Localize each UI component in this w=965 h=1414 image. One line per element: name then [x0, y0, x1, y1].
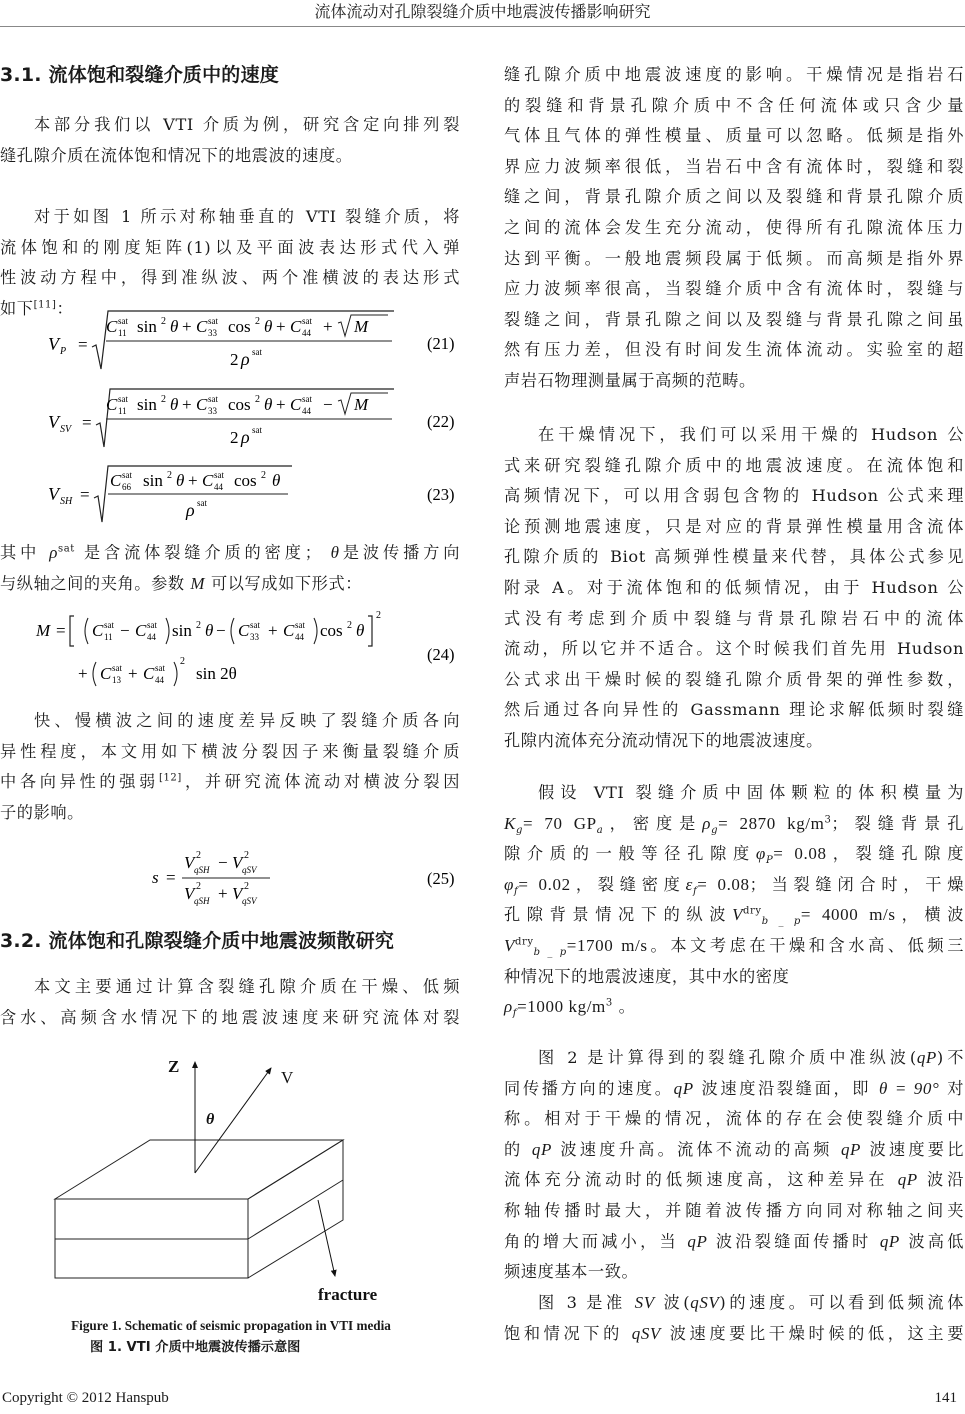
text-line: 然后通过各向异性的 Gassmann 理论求解低频时裂缝 [504, 700, 964, 720]
text-line: 性波动方程中，得到准纵波、两个准横波的表达形式 [0, 268, 460, 288]
svg-text:+: + [182, 317, 192, 336]
svg-text:V: V [232, 884, 243, 903]
svg-text:θ: θ [356, 621, 365, 640]
svg-text:C: C [110, 471, 122, 490]
svg-text:ρ: ρ [186, 500, 195, 520]
text-line: 种情况下的地震波速度，其中水的密度 [504, 966, 790, 986]
svg-text:C: C [143, 664, 155, 683]
text-line: 与纵轴之间的夹角。参数 M 可以写成如下形式： [0, 573, 363, 593]
svg-text:2: 2 [196, 881, 201, 892]
svg-text:C: C [135, 621, 147, 640]
svg-text:+: + [182, 395, 192, 414]
equation-number: (23) [427, 485, 455, 504]
svg-text:sat: sat [118, 394, 128, 404]
svg-text:=: = [166, 868, 176, 887]
svg-text:44: 44 [302, 328, 311, 338]
text-line: 的 qP 波速度升高。流体不流动的高频 qP 波速度要比 [504, 1139, 965, 1159]
paragraph-qsv-velocity [504, 1288, 964, 1349]
svg-text:2: 2 [167, 470, 172, 481]
svg-text:C: C [196, 395, 208, 414]
text-line: $K_g= 70$ $GP_a$，密度是$\rho_g= 2870$ $kg/m^3$；裂缝背景孔 [504, 813, 964, 836]
text-line: 之间的流体会发生充分流动，使得所有孔隙流体压力 [504, 217, 964, 237]
paragraph-intro [0, 110, 460, 171]
text-line: 在干燥情况下，我们可以采用干燥的 Hudson 公 [538, 425, 964, 444]
text-line: 流动，所以它并不适合。这个时候我们首先用 Hudson [504, 639, 964, 659]
text-line: 流体饱和的刚度矩阵(1)以及平面波表达形式代入弹 [0, 237, 460, 257]
svg-text:2: 2 [180, 656, 185, 667]
text-line: 论预测地震速度，只是对应的背景弹性模量用含流体 [504, 516, 964, 536]
text-line: 图 3 是准 SV 波(qSV)的速度。可以看到低频流体 [538, 1293, 964, 1312]
fracture-line-side [248, 1180, 343, 1239]
text-line: 假设 VTI 裂缝介质中固体颗粒的体积模量为 [538, 783, 964, 802]
svg-text:θ: θ [205, 621, 214, 640]
svg-text:ρ: ρ [241, 349, 250, 369]
text-line: 图 2 是计算得到的裂缝孔隙介质中准纵波(qP)不 [538, 1048, 964, 1067]
eq-lhs: V [48, 334, 59, 354]
paragraph-dispersion [0, 972, 460, 1033]
paragraph-symbols [0, 538, 460, 599]
svg-text:11: 11 [104, 632, 113, 642]
text-line: 缝孔隙介质中地震波速度的影响。干燥情况是指岩石 [504, 65, 964, 84]
eq-sign: = [78, 335, 88, 354]
eq-lhs-sub: SH [60, 496, 73, 507]
text-line: 异性程度，本文用如下横波分裂因子来衡量裂缝介质 [0, 741, 460, 761]
svg-text:sat: sat [104, 620, 114, 630]
text-line: 式没有考虑到介质中裂缝与背景孔隙岩石中的流体 [504, 608, 964, 628]
paragraph-splitting [0, 706, 460, 828]
svg-text:C: C [100, 664, 112, 683]
svg-text:2: 2 [230, 428, 239, 447]
svg-text:+: + [268, 621, 278, 640]
svg-text:33: 33 [250, 632, 259, 642]
svg-text:sin 2θ: sin 2θ [196, 664, 237, 683]
svg-text:+: + [128, 664, 138, 683]
svg-text:11: 11 [118, 406, 127, 416]
figure-1-caption-en: Figure 1. Schematic of seismic propagation in VTI media [71, 1318, 391, 1333]
text-line: 快、慢横波之间的速度差异反映了裂缝介质各向 [34, 711, 460, 730]
svg-text:qSV: qSV [242, 865, 257, 875]
svg-text:sat: sat [252, 347, 262, 357]
eq-sign: = [80, 485, 90, 504]
eq22-numerator [106, 393, 388, 416]
figure-1-schematic [0, 1050, 470, 1310]
svg-text:C: C [290, 317, 302, 336]
svg-text:qSH: qSH [194, 865, 210, 875]
svg-text:cos: cos [228, 317, 251, 336]
text-line: 孔隙介质的 Biot 高频弹性模量来代替，具体公式参见 [504, 547, 964, 567]
eq-lhs: V [48, 484, 59, 504]
svg-text:V: V [184, 884, 195, 903]
text-line: $\varphi_f= 0.02$，裂缝密度$\varepsilon_f= 0.08$；当裂缝闭合时，干燥 [504, 874, 965, 898]
svg-text:qSH: qSH [194, 896, 210, 906]
equation-24 [0, 606, 462, 698]
text-line: 隙介质的一般等径孔隙度$\varphi_P= 0.08$，裂缝孔隙度 [504, 844, 965, 867]
left-bracket [70, 616, 74, 646]
text-line: 本部分我们以 VTI 介质为例，研究含定向排列裂 [34, 115, 460, 134]
svg-text:44: 44 [155, 675, 164, 685]
figure-1-caption-zh: 图 1. VTI 介质中地震波传播示意图 [90, 1340, 301, 1355]
svg-text:+: + [218, 884, 228, 903]
svg-text:M: M [354, 317, 369, 336]
text-line: 气体且气体的弹性模量、质量可以忽略。低频是指外 [504, 126, 964, 146]
svg-text:2: 2 [161, 394, 166, 405]
box-top-face [55, 1140, 343, 1199]
svg-text:sin: sin [137, 317, 157, 336]
svg-text:44: 44 [295, 632, 304, 642]
svg-text:sin: sin [172, 621, 192, 640]
text-line: 本文主要通过计算含裂缝孔隙介质在干燥、低频 [34, 977, 460, 996]
svg-text:V: V [184, 853, 195, 872]
equation-23 [0, 462, 462, 528]
svg-text:cos: cos [320, 621, 343, 640]
citation-12[interactable]: [12] [158, 772, 182, 784]
svg-text:44: 44 [147, 632, 156, 642]
svg-text:M: M [354, 395, 369, 414]
text-line: 孔隙内流体充分流动情况下的地震波速度。 [504, 730, 823, 750]
text-line: 称轴传播时最大，并随着波传播方向同对称轴之间夹 [504, 1200, 964, 1220]
svg-text:2: 2 [261, 470, 266, 481]
svg-text:33: 33 [208, 328, 217, 338]
text-line: 声岩石物理测量属于高频的范畴。 [504, 370, 756, 390]
text-line: 公式求出干燥时候的裂缝孔隙介质骨架的弹性参数， [504, 669, 964, 689]
svg-text:−: − [218, 853, 228, 872]
text-line: 子的影响。 [0, 802, 84, 822]
header-rule [0, 26, 965, 27]
eq21-numerator [106, 315, 388, 338]
text-line: $V^{dry}_{b \_ p}=1700$ m/s。本文考虑在干燥和含水高、低频三 [504, 935, 964, 959]
text-line: 的裂缝和背景孔隙介质中不含任何流体或只含少量 [504, 95, 964, 115]
text-line: 频速度基本一致。 [504, 1262, 639, 1282]
fracture-pointer-arrow [318, 1200, 335, 1276]
svg-text:cos: cos [228, 395, 251, 414]
svg-text:sat: sat [118, 316, 128, 326]
equation-number: (22) [427, 412, 455, 431]
section-3-2-title: 3.2. 流体饱和孔隙裂缝介质中地震波频散研究 [0, 930, 395, 952]
svg-text:V: V [232, 853, 243, 872]
svg-text:=: = [56, 621, 66, 640]
svg-text:sat: sat [147, 620, 157, 630]
svg-text:sat: sat [302, 316, 312, 326]
paragraph-frequency-definitions [504, 60, 964, 397]
svg-text:sat: sat [302, 394, 312, 404]
svg-text:qSV: qSV [242, 896, 257, 906]
svg-text:sat: sat [112, 663, 122, 673]
right-bracket [368, 616, 372, 646]
svg-text:θ: θ [272, 471, 281, 490]
equation-21 [0, 305, 462, 377]
svg-text:sin: sin [143, 471, 163, 490]
svg-text:44: 44 [302, 406, 311, 416]
svg-text:sat: sat [250, 620, 260, 630]
section-3-1-title: 3.1. 流体饱和裂缝介质中的速度 [0, 64, 279, 86]
svg-text:sat: sat [214, 470, 224, 480]
svg-text:C: C [92, 621, 104, 640]
equation-number: (25) [427, 869, 455, 888]
svg-text:33: 33 [208, 406, 217, 416]
svg-text:2: 2 [230, 350, 239, 369]
svg-text:+: + [276, 317, 286, 336]
text-line: 如下[11]： [0, 298, 74, 318]
text-line: 裂缝之间，背景孔隙之间以及裂缝与背景孔隙之间虽 [504, 309, 964, 329]
svg-text:cos: cos [234, 471, 257, 490]
svg-text:2: 2 [196, 850, 201, 861]
svg-text:11: 11 [118, 328, 127, 338]
svg-text:θ: θ [170, 317, 179, 336]
footer-copyright: Copyright © 2012 Hanspub [2, 1390, 169, 1406]
eq23-numerator [110, 470, 280, 492]
equation-25 [0, 846, 462, 910]
svg-text:+: + [276, 395, 286, 414]
svg-text:s: s [152, 868, 159, 887]
text-line: 然有压力差，但没有时间发生流体流动。实验室的超 [504, 340, 964, 360]
text-line: 附录 A。对于流体饱和的低频情况，由于 Hudson 公 [504, 577, 964, 597]
text-line: 孔隙背景情况下的纵波$V^{dry}_{b \_ p}= 4000$ m/s，横波 [504, 905, 964, 928]
svg-text:2: 2 [161, 316, 166, 327]
svg-text:θ: θ [264, 395, 273, 414]
svg-text:sat: sat [122, 470, 132, 480]
svg-text:2: 2 [244, 881, 249, 892]
svg-text:C: C [196, 317, 208, 336]
svg-text:−: − [216, 621, 226, 640]
svg-text:C: C [283, 621, 295, 640]
text-line: 含水、高频含水情况下的地震波速度来研究流体对裂 [0, 1007, 460, 1027]
v-axis-label: V [281, 1068, 294, 1087]
text-line: 缝孔隙介质在流体饱和情况下的地震波的速度。 [0, 145, 353, 165]
svg-text:2: 2 [255, 316, 260, 327]
paragraph-hudson [504, 420, 964, 757]
z-axis-label: Z [168, 1057, 180, 1076]
svg-text:2: 2 [196, 620, 201, 631]
svg-text:M: M [36, 621, 51, 640]
text-line: 高频情况下，可以用含弱包含物的 Hudson 公式来理 [504, 486, 964, 506]
svg-text:sat: sat [295, 620, 305, 630]
svg-text:ρ: ρ [241, 427, 250, 447]
svg-text:sat: sat [197, 498, 207, 508]
running-head: 流体流动对孔隙裂缝介质中地震波传播影响研究 [314, 2, 651, 21]
svg-text:sat: sat [208, 316, 218, 326]
svg-text:+: + [323, 317, 333, 336]
eq-lhs-sub: SV [60, 424, 72, 435]
equation-number: (21) [427, 334, 455, 353]
citation-11[interactable]: [11] [33, 299, 57, 311]
eq-lhs-sub: P [60, 346, 67, 357]
theta-label: θ [206, 1111, 215, 1128]
svg-text:2: 2 [376, 610, 381, 621]
svg-text:C: C [202, 471, 214, 490]
svg-text:θ: θ [176, 471, 185, 490]
equation-number: (24) [427, 645, 455, 664]
svg-text:−: − [120, 621, 130, 640]
svg-text:C: C [238, 621, 250, 640]
svg-text:−: − [323, 395, 333, 414]
svg-text:sat: sat [252, 425, 262, 435]
eq-sign: = [82, 413, 92, 432]
equation-22 [0, 383, 462, 455]
svg-text:sat: sat [208, 394, 218, 404]
svg-text:2: 2 [244, 850, 249, 861]
svg-text:13: 13 [112, 675, 121, 685]
svg-text:θ: θ [170, 395, 179, 414]
text-line: 角的增大而减小，当 qP 波沿裂缝面传播时 qP 波高低 [504, 1231, 964, 1251]
svg-text:sin: sin [137, 395, 157, 414]
text-line: 称。相对于干燥的情况，流体的存在会使裂缝介质中 [504, 1109, 964, 1129]
text-line: 缝之间，背景孔隙介质之间以及裂缝和背景孔隙介质 [504, 187, 964, 207]
text-line: 同传播方向的速度。qP 波速度沿裂缝面，即 θ = 90° 对 [504, 1078, 965, 1098]
text-line: 达到平衡。一般地震频段属于低频。而高频是指外界 [504, 248, 964, 268]
svg-text:66: 66 [122, 482, 131, 492]
page-number: 141 [934, 1390, 957, 1406]
text-line: 界应力波频率很低，当岩石中含有流体时，裂缝和裂 [504, 156, 964, 176]
svg-text:44: 44 [214, 482, 223, 492]
text-line: 中各向异性的强弱[12]，并研究流体流动对横波分裂因 [0, 772, 460, 792]
svg-text:sat: sat [155, 663, 165, 673]
text-line: 饱和情况下的 qSV 波速度要比干燥时候的低，这主要 [504, 1323, 964, 1343]
text-line: $\rho_f=1000$ $kg/m^3$ 。 [504, 997, 636, 1020]
svg-text:2: 2 [255, 394, 260, 405]
paragraph-qp-velocity [504, 1043, 964, 1288]
fracture-label: fracture [318, 1285, 378, 1304]
svg-text:θ: θ [264, 317, 273, 336]
text-line: 对于如图 1 所示对称轴垂直的 VTI 裂缝介质，将 [34, 207, 460, 226]
svg-text:2: 2 [347, 620, 352, 631]
text-line: 流体充分流动时的低频速度高，这种差异在 qP 波沿 [504, 1170, 965, 1190]
svg-text:C: C [290, 395, 302, 414]
text-line: 式来研究裂缝孔隙介质中的地震波速度。在流体饱和 [504, 455, 964, 475]
svg-text:C: C [106, 317, 118, 336]
svg-text:+: + [188, 471, 198, 490]
svg-text:C: C [106, 395, 118, 414]
svg-text:+: + [78, 664, 88, 683]
text-line: 应力波频率很高，当裂缝介质中含有流体时，裂缝与 [504, 279, 964, 299]
text-line: 其中 $\rho^{sat}$ 是含流体裂缝介质的密度； θ是波传播方向 [0, 543, 461, 562]
eq-lhs: V [48, 412, 59, 432]
paragraph-parameters [504, 778, 964, 1023]
